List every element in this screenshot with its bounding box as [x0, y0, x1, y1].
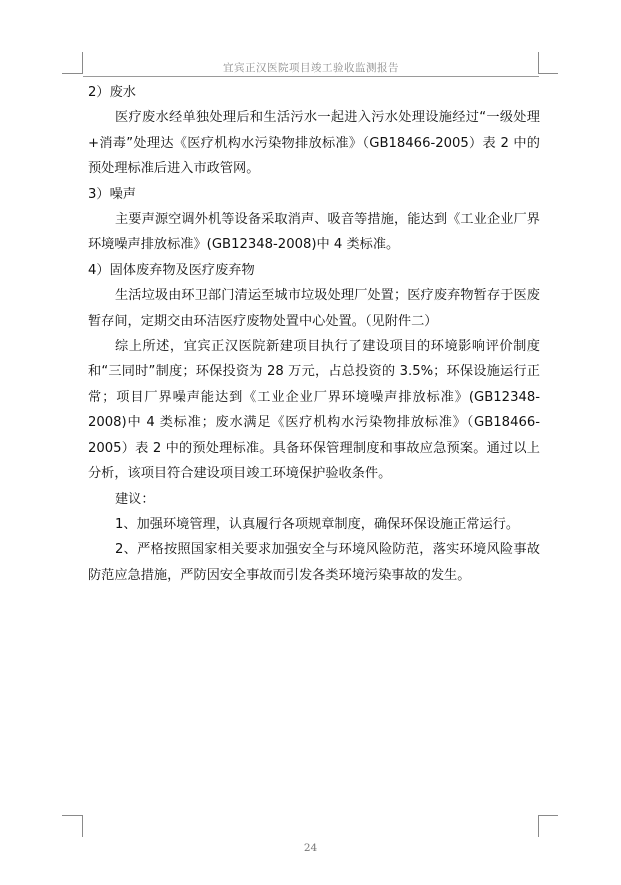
- section-heading-noise: 3）噪声: [88, 186, 136, 202]
- crop-mark-top-left: [70, 52, 83, 74]
- page-number: 24: [303, 842, 318, 854]
- crop-mark-bottom-left: [70, 815, 83, 837]
- crop-mark-bottom-right-h: [538, 815, 558, 816]
- crop-mark-top-left-h: [62, 73, 82, 74]
- crop-mark-top-right-h: [538, 73, 558, 74]
- header-rule: [83, 76, 539, 77]
- paragraph-noise: 主要声源空调外机等设备采取消声、吸音等措施，能达到《工业企业厂界环境噪声排放标准》(GB12348-2008)中 4 类标准。: [88, 212, 540, 253]
- paragraph-summary: 综上所述，宜宾正汉医院新建项目执行了建设项目的环境影响评价制度和“三同时”制度；环保投资为 28 万元，占总投资的 3.5%；环保设施运行正常；项目厂界噪声能达到《工业企业厂界环境噪声排放标准》(GB12348-2008)中 4 类标准；废水满足《医疗机构水污染物排放标准》（GB18466-2005）表 2 中的预处理标准。具备环保管理制度和事故应急预案。通过以上分析，该项目符合建设项目竣工环境保护验收条件。: [88, 339, 540, 482]
- body-text: [88, 80, 540, 588]
- suggestions-heading: 建议：: [115, 491, 155, 507]
- crop-mark-bottom-left-h: [62, 815, 82, 816]
- paragraph-wastewater: 医疗废水经单独处理后和生活污水一起进入污水处理设施经过“一级处理+消毒”处理达《医疗机构水污染物排放标准》（GB18466-2005）表 2 中的预处理标准后进入市政管网。: [88, 110, 540, 177]
- section-heading-solid-waste: 4）固体废弃物及医疗废弃物: [88, 262, 255, 278]
- suggestion-item-2: 2、严格按照国家相关要求加强安全与环境风险防范，落实环境风险事故防范应急措施，严防因安全事故而引发各类环境污染事故的发生。: [88, 542, 540, 583]
- paragraph-solid-waste: 生活垃圾由环卫部门清运至城市垃圾处理厂处置；医疗废弃物暂存于医废暂存间，定期交由环洁医疗废物处置中心处置。（见附件二）: [88, 288, 540, 329]
- suggestion-item-1: 1、加强环境管理，认真履行各项规章制度，确保环保设施正常运行。: [115, 516, 520, 532]
- crop-mark-bottom-right: [538, 815, 551, 837]
- page-header: 宜宾正汉医院项目竣工验收监测报告: [223, 62, 399, 74]
- section-heading-wastewater: 2）废水: [88, 85, 136, 100]
- crop-mark-top-right: [538, 52, 551, 74]
